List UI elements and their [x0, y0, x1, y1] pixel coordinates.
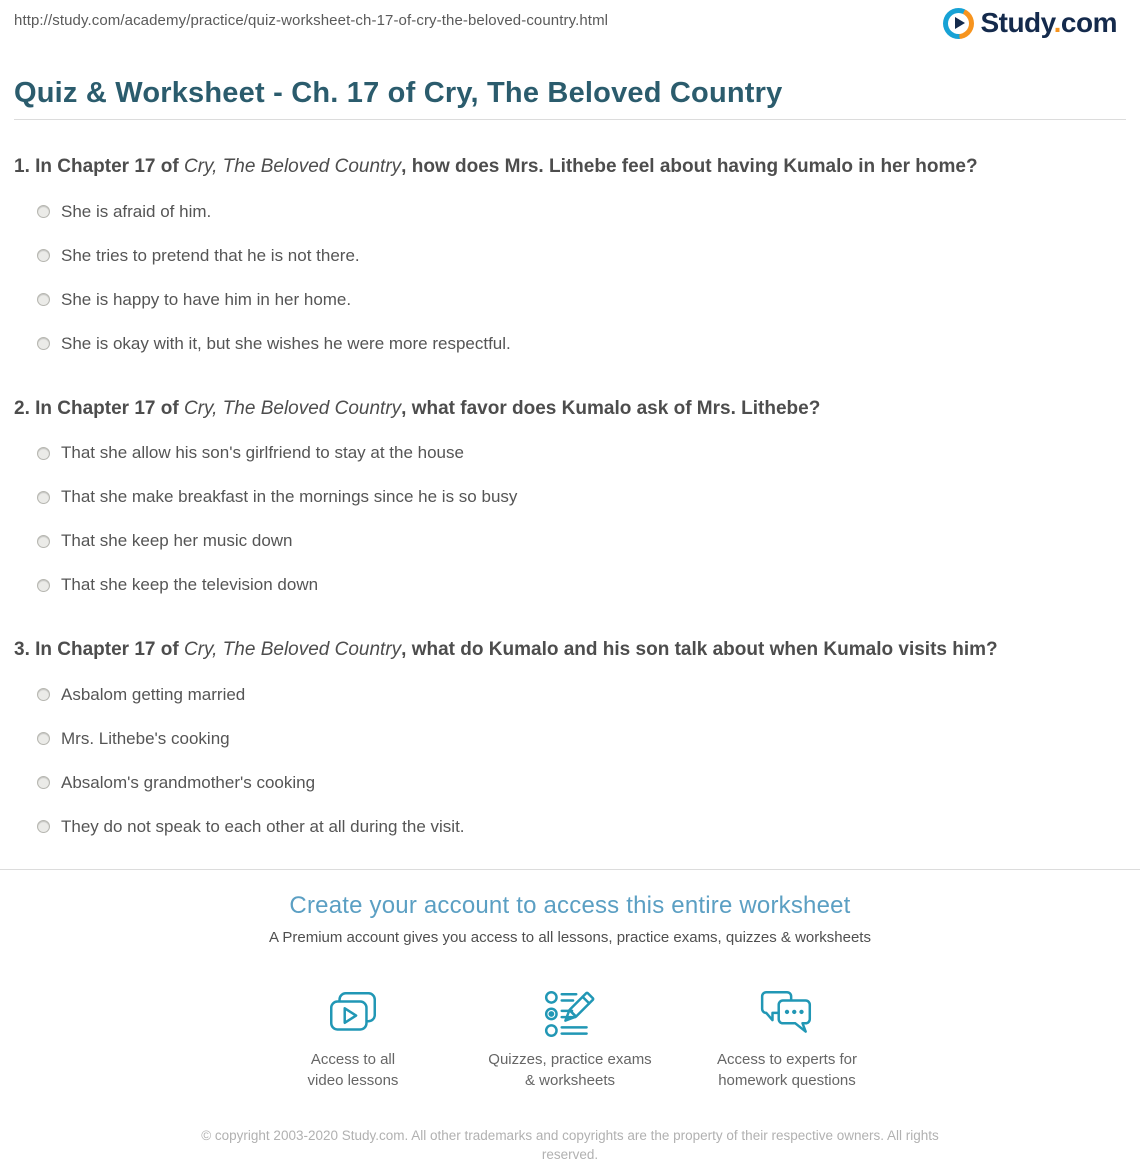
option-label[interactable]: Asbalom getting married [61, 684, 246, 704]
feature-homework-experts [679, 986, 896, 1091]
answer-option[interactable] [14, 673, 1126, 717]
feature-label [679, 1050, 896, 1091]
page-url: http://study.com/academy/practice/quiz-worksheet-ch-17-of-cry-the-beloved-country.html [14, 12, 609, 29]
option-label[interactable]: That she allow his son's girlfriend to stay at the house [61, 443, 464, 463]
question-text-suffix: , how does Mrs. Lithebe feel about having Kumalo in her home? [401, 156, 978, 177]
answer-option[interactable] [14, 805, 1126, 849]
book-title: Cry, The Beloved Country [183, 397, 402, 419]
question-2-options [14, 431, 1126, 607]
answer-option[interactable] [14, 278, 1126, 322]
question-text-prefix: 3. In Chapter 17 of [14, 639, 184, 661]
logo-com: com [1060, 7, 1117, 38]
answer-option[interactable] [14, 322, 1126, 366]
answer-option[interactable] [14, 431, 1126, 475]
book-title: Cry, The Beloved Country [183, 639, 402, 661]
answer-option[interactable] [14, 519, 1126, 563]
question-text-suffix: , what do Kumalo and his son talk about when Kumalo visits him? [401, 639, 998, 661]
option-label[interactable]: That she make breakfast in the mornings since he is so busy [61, 487, 518, 507]
option-label[interactable]: They do not speak to each other at all during the visit. [61, 816, 465, 836]
feature-label-line2: video lessons [307, 1071, 399, 1089]
quiz-body [0, 154, 1140, 870]
study-logo[interactable] [943, 7, 1117, 39]
question-1-text [14, 154, 1126, 180]
study-play-icon [943, 8, 974, 39]
book-title: Cry, The Beloved Country [183, 156, 402, 177]
option-label[interactable]: She is afraid of him. [61, 201, 212, 221]
radio-button[interactable] [37, 447, 50, 460]
option-label[interactable]: She is happy to have him in her home. [61, 289, 352, 309]
option-label[interactable]: That she keep the television down [61, 575, 319, 595]
cta-section [0, 870, 1140, 1164]
question-2-text [14, 396, 1126, 422]
question-text-prefix: 1. In Chapter 17 of [14, 156, 184, 177]
option-label[interactable]: She tries to pretend that he is not there. [61, 245, 360, 265]
answer-option[interactable] [14, 190, 1126, 234]
answer-option[interactable] [14, 234, 1126, 278]
feature-label-line2: & worksheets [524, 1071, 616, 1089]
feature-quizzes-worksheets [462, 986, 679, 1091]
feature-label [245, 1050, 462, 1091]
page-header [14, 77, 1126, 120]
question-3 [14, 637, 1126, 849]
radio-button[interactable] [37, 776, 50, 789]
radio-button[interactable] [37, 732, 50, 745]
feature-video-lessons [245, 986, 462, 1091]
features-row [0, 986, 1140, 1091]
feature-label-line2: homework questions [718, 1071, 856, 1089]
feature-label [462, 1050, 679, 1091]
question-2 [14, 396, 1126, 608]
option-label[interactable]: She is okay with it, but she wishes he were more respectful. [61, 333, 511, 353]
cta-title: Create your account to access this entire worksheet [289, 891, 851, 919]
radio-button[interactable] [37, 579, 50, 592]
copyright-notice: © copyright 2003-2020 Study.com. All other trademarks and copyrights are the property of their respective owners. All rights reserved. [201, 1128, 939, 1162]
answer-option[interactable] [14, 717, 1126, 761]
feature-label-line1: Access to experts for [716, 1050, 858, 1068]
option-label[interactable]: That she keep her music down [61, 531, 293, 551]
cta-subtitle: A Premium account gives you access to all lessons, practice exams, quizzes & worksheets [269, 928, 871, 946]
question-3-text [14, 637, 1126, 663]
question-1-options [14, 190, 1126, 366]
question-1 [14, 154, 1126, 366]
option-label[interactable]: Mrs. Lithebe's cooking [61, 728, 230, 748]
radio-button[interactable] [37, 205, 50, 218]
video-lessons-icon [245, 986, 462, 1044]
feature-label-line1: Access to all [310, 1050, 396, 1068]
feature-label-line1: Quizzes, practice exams [488, 1050, 652, 1068]
question-text-prefix: 2. In Chapter 17 of [14, 397, 184, 419]
radio-button[interactable] [37, 688, 50, 701]
logo-study: Study [980, 7, 1054, 38]
radio-button[interactable] [37, 535, 50, 548]
chat-experts-icon [679, 986, 896, 1044]
question-text-suffix: , what favor does Kumalo ask of Mrs. Lithebe? [401, 397, 821, 419]
quizzes-worksheets-icon [462, 986, 679, 1044]
answer-option[interactable] [14, 475, 1126, 519]
radio-button[interactable] [37, 337, 50, 350]
answer-option[interactable] [14, 563, 1126, 607]
top-bar [0, 0, 1140, 44]
option-label[interactable]: Absalom's grandmother's cooking [61, 772, 316, 792]
radio-button[interactable] [37, 491, 50, 504]
logo-dot: . [1053, 7, 1061, 38]
page-title: Quiz & Worksheet - Ch. 17 of Cry, The Beloved Country [14, 77, 783, 109]
radio-button[interactable] [37, 820, 50, 833]
radio-button[interactable] [37, 249, 50, 262]
study-logo-text [980, 7, 1117, 39]
radio-button[interactable] [37, 293, 50, 306]
question-3-options [14, 673, 1126, 849]
answer-option[interactable] [14, 761, 1126, 805]
